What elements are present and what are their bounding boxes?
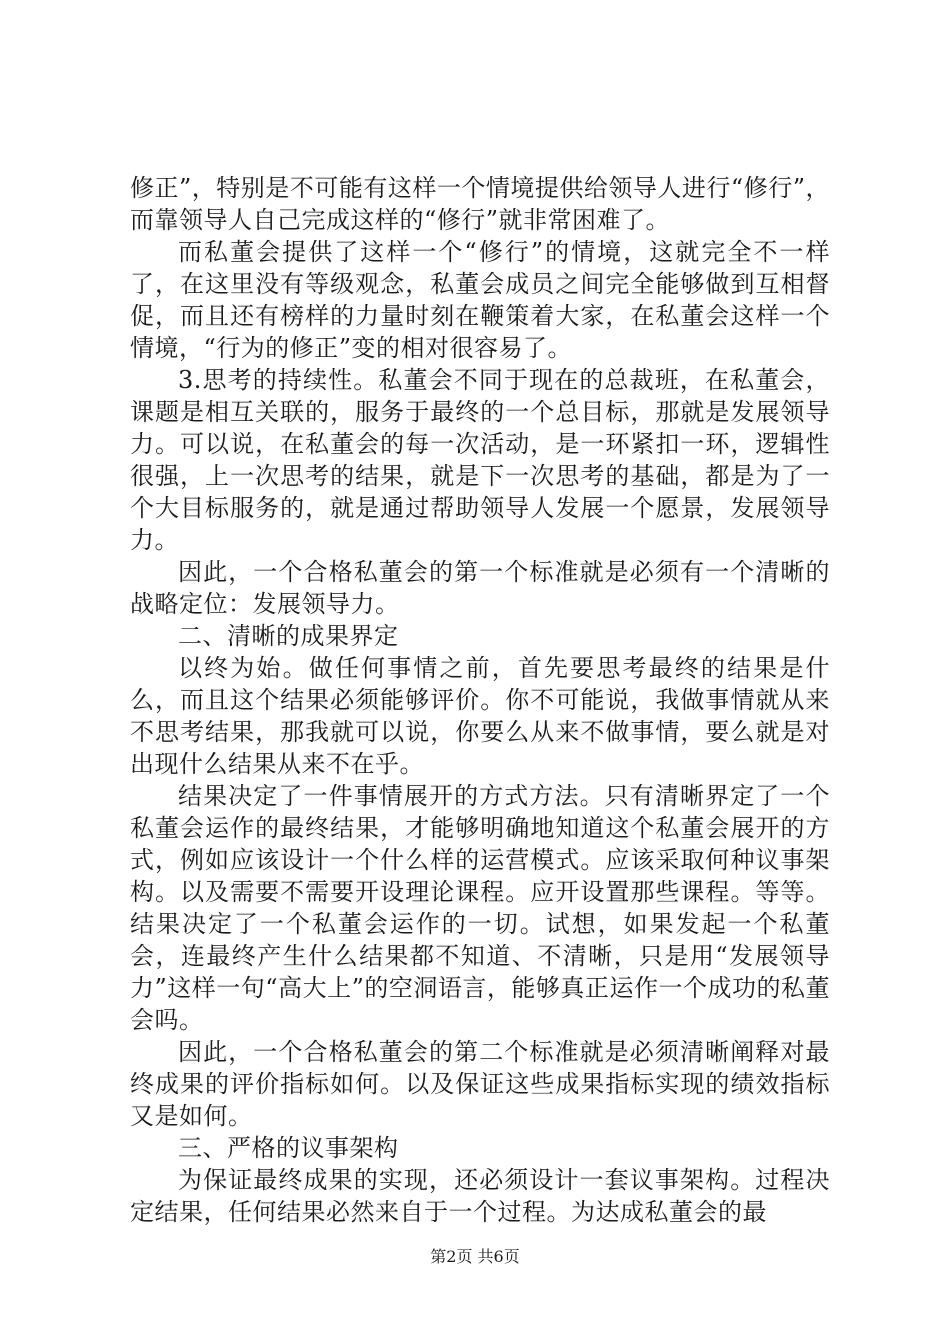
page-footer: 第2页 共6页 xyxy=(430,1247,520,1266)
paragraph-6: 以终为始。做任何事情之前，首先要思考最终的结果是什么，而且这个结果必须能够评价。你不可能说，我做事情就从来不思考结果，那我就可以说，你要么从来不做事情，要么就是对出现什么结果从来不在乎。 xyxy=(130,654,830,778)
section-heading-2: 二、清晰的成果界定 xyxy=(178,622,399,650)
paragraph-2: 而私董会提供了这样一个“修行”的情境，这就完全不一样了，在这里没有等级观念，私董会成员之间完全能够做到互相督促，而且还有榜样的力量时刻在鞭策着大家，在私董会这样一个情境，“行为的修正”变的相对很容易了。 xyxy=(130,238,830,362)
paragraph-7: 结果决定了一件事情展开的方式方法。只有清晰界定了一个私董会运作的最终结果，才能够明确地知道这个私董会展开的方式，例如应该设计一个什么样的运营模式。应该采取何种议事架构。以及需要不需要开设理论课程。应开设置那些课程。等等。结果决定了一个私董会运作的一切。试想，如果发起一个私董会，连最终产生什么结果都不知道、不清晰，只是用“发展领导力”这样一句“高大上”的空洞语言，能够真正运作一个成功的私董会吗。 xyxy=(130,782,830,1034)
paragraph-4: 因此，一个合格私董会的第一个标准就是必须有一个清晰的战略定位：发展领导力。 xyxy=(130,558,830,618)
paragraph-8: 因此，一个合格私董会的第二个标准就是必须清晰阐释对最终成果的评价指标如何。以及保证这些成果指标实现的绩效指标又是如何。 xyxy=(130,1038,830,1130)
paragraph-10: 为保证最终成果的实现，还必须设计一套议事架构。过程决定结果，任何结果必然来自于一个过程。为达成私董会的最 xyxy=(130,1166,830,1226)
document-body xyxy=(130,172,830,1228)
paragraph-1: 修正”，特别是不可能有这样一个情境提供给领导人进行“修行”，而靠领导人自己完成这样的“修行”就非常困难了。 xyxy=(130,174,830,234)
paragraph-3: 3.思考的持续性。私董会不同于现在的总裁班，在私董会，课题是相互关联的，服务于最终的一个总目标，那就是发展领导力。可以说，在私董会的每一次活动，是一环紧扣一环，逻辑性很强，上一次思考的结果，就是下一次思考的基础，都是为了一个大目标服务的，就是通过帮助领导人发展一个愿景，发展领导力。 xyxy=(130,366,830,554)
section-heading-3: 三、严格的议事架构 xyxy=(178,1134,399,1162)
